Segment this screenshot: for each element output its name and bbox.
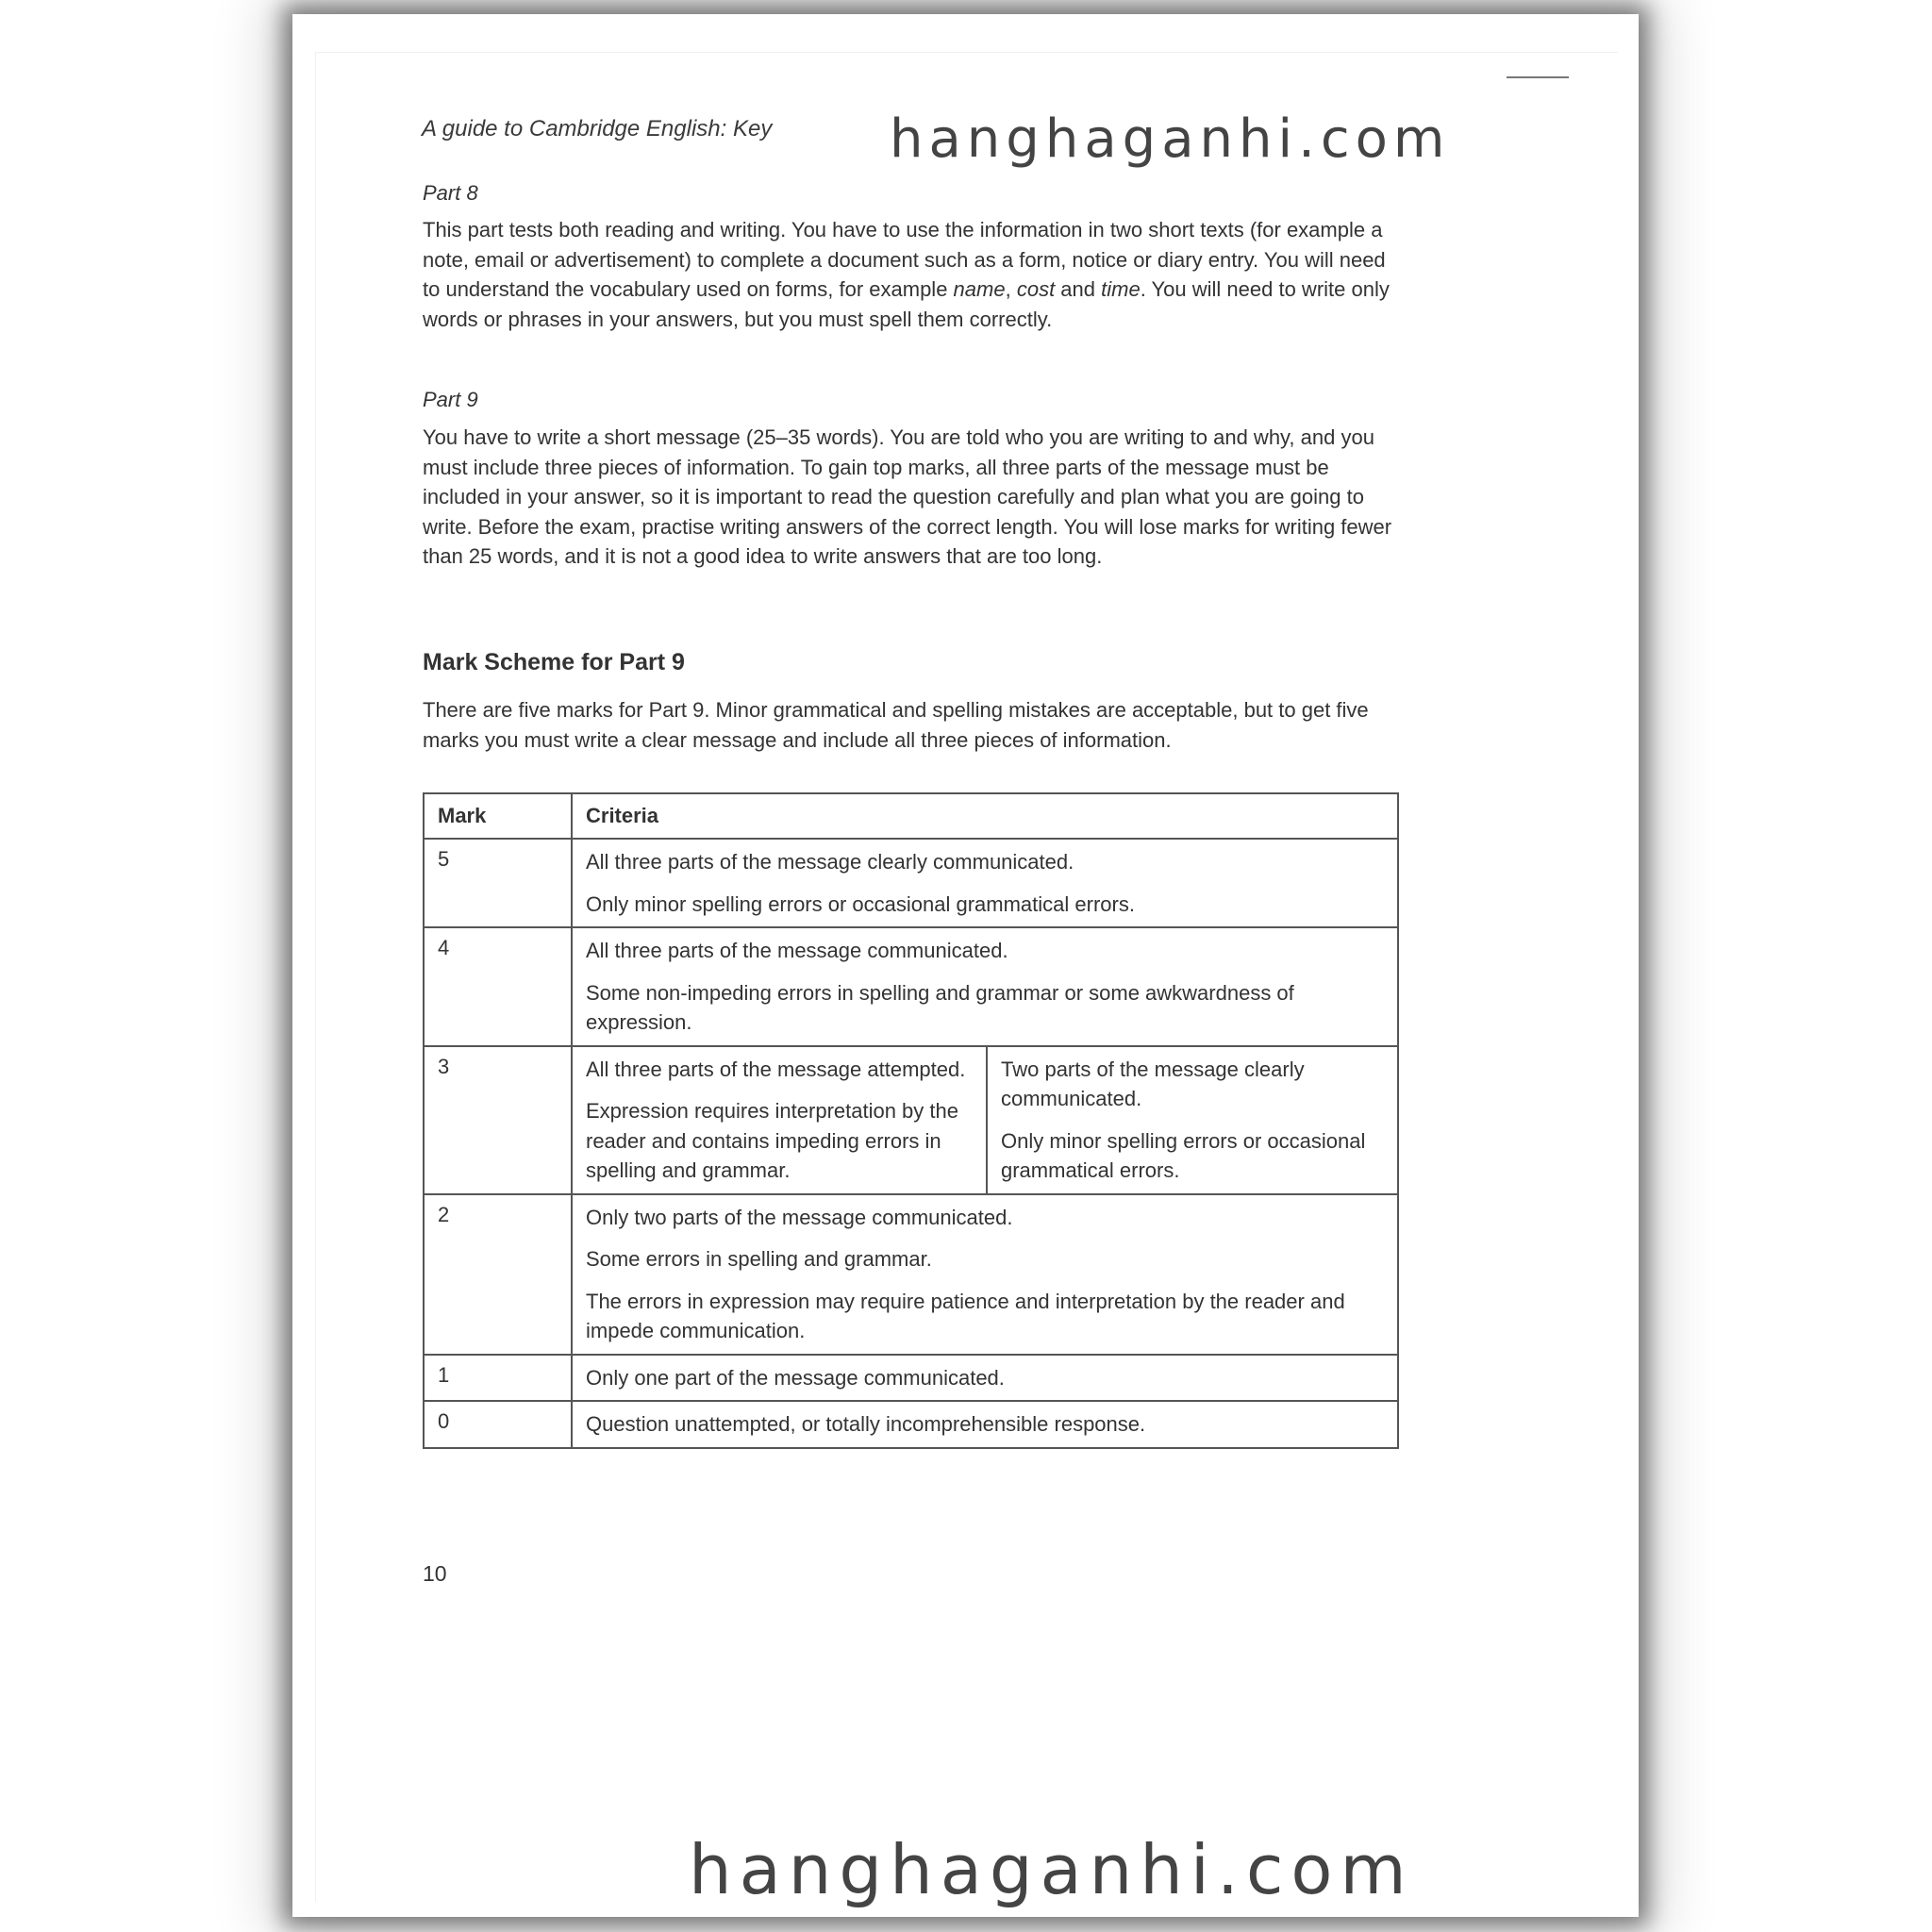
- part8-seg: and: [1055, 277, 1102, 301]
- mark-cell: 3: [424, 1046, 572, 1194]
- criteria-cell-left: [572, 1046, 987, 1194]
- part8-seg-italic: name: [953, 277, 1006, 301]
- table-row: [424, 1194, 1398, 1355]
- criteria-line: Only minor spelling errors or occasional grammatical errors.: [586, 891, 1135, 916]
- watermark-bottom: hanghaganhi.com: [689, 1830, 1414, 1909]
- table-row: [424, 839, 1398, 927]
- table-row: [424, 1355, 1398, 1402]
- criteria-line: Only two parts of the message communicated.: [586, 1205, 1013, 1229]
- criteria-line: Only minor spelling errors or occasional grammatical errors.: [1001, 1128, 1366, 1182]
- criteria-line: All three parts of the message clearly communicated.: [586, 850, 1074, 874]
- criteria-line: Two parts of the message clearly communicated.: [1001, 1057, 1305, 1110]
- table-row: [424, 927, 1398, 1046]
- part8-seg-italic: cost: [1016, 277, 1056, 301]
- table-row: [424, 1046, 1398, 1194]
- header-criteria: Criteria: [572, 793, 1398, 839]
- criteria-line: All three parts of the message communicated.: [586, 939, 1008, 962]
- mark-scheme-heading: Mark Scheme for Part 9: [423, 649, 685, 675]
- running-head: A guide to Cambridge English: Key: [422, 116, 773, 142]
- table-header-row: [424, 793, 1398, 839]
- mark-scheme-table: [423, 792, 1399, 1449]
- page-number: 10: [423, 1561, 447, 1586]
- criteria-cell: [572, 1355, 1398, 1402]
- criteria-line: The errors in expression may require patience and interpretation by the reader and impede communication.: [586, 1289, 1345, 1342]
- criteria-line: All three parts of the message attempted.: [586, 1057, 966, 1081]
- part9-title: Part 9: [423, 388, 478, 411]
- criteria-line: Some errors in spelling and grammar.: [586, 1247, 932, 1271]
- criteria-cell: [572, 1194, 1398, 1355]
- mark-cell: 0: [424, 1401, 572, 1448]
- document-page: [292, 14, 1639, 1917]
- criteria-line: Some non-impeding errors in spelling and grammar or some awkwardness of expression.: [586, 980, 1294, 1034]
- header-mark: Mark: [424, 793, 572, 839]
- criteria-line: Question unattempted, or totally incomprehensible response.: [586, 1412, 1146, 1436]
- watermark-top: hanghaganhi.com: [890, 108, 1451, 170]
- mark-cell: 1: [424, 1355, 572, 1402]
- part8-seg: ,: [1005, 277, 1017, 301]
- criteria-line: Expression requires interpretation by the reader and contains impeding errors in spelling and grammar.: [586, 1099, 958, 1182]
- mark-scheme-intro: There are five marks for Part 9. Minor grammatical and spelling mistakes are acceptable, but to get five marks you must write a clear message and include all three pieces of information.: [423, 698, 1369, 752]
- criteria-cell: [572, 839, 1398, 927]
- mark-cell: 4: [424, 927, 572, 1046]
- mark-cell: 5: [424, 839, 572, 927]
- part8-text: [423, 215, 1404, 334]
- part8-seg: This part tests both reading and writing. You have to use the information in two short texts (for example a note, email or advertisement) to complete a document such as a form, notice or diary entry. You will need to understand the vocabulary used on forms, for example: [423, 218, 1386, 301]
- criteria-line: Only one part of the message communicated.: [586, 1365, 1005, 1390]
- corner-rule: [1507, 76, 1569, 78]
- part8-title: Part 8: [423, 181, 478, 205]
- part9-text: You have to write a short message (25–35 words). You are told who you are writing to and why, and you must include three pieces of information. To gain top marks, all three parts of the message must be included in your answer, so it is important to read the question carefully and plan what you are going to write. Before the exam, practise writing answers of the correct length. You will lose marks for writing fewer than 25 words, and it is not a good idea to write answers that are too long.: [423, 425, 1392, 568]
- mark-cell: 2: [424, 1194, 572, 1355]
- part8-seg: . You will need to write only words or phrases in your answers, but you must spell them correctly.: [423, 277, 1390, 331]
- criteria-cell-right: [987, 1046, 1398, 1194]
- criteria-cell: [572, 927, 1398, 1046]
- part8-seg-italic: time: [1101, 277, 1141, 301]
- table-row: [424, 1401, 1398, 1448]
- criteria-cell: [572, 1401, 1398, 1448]
